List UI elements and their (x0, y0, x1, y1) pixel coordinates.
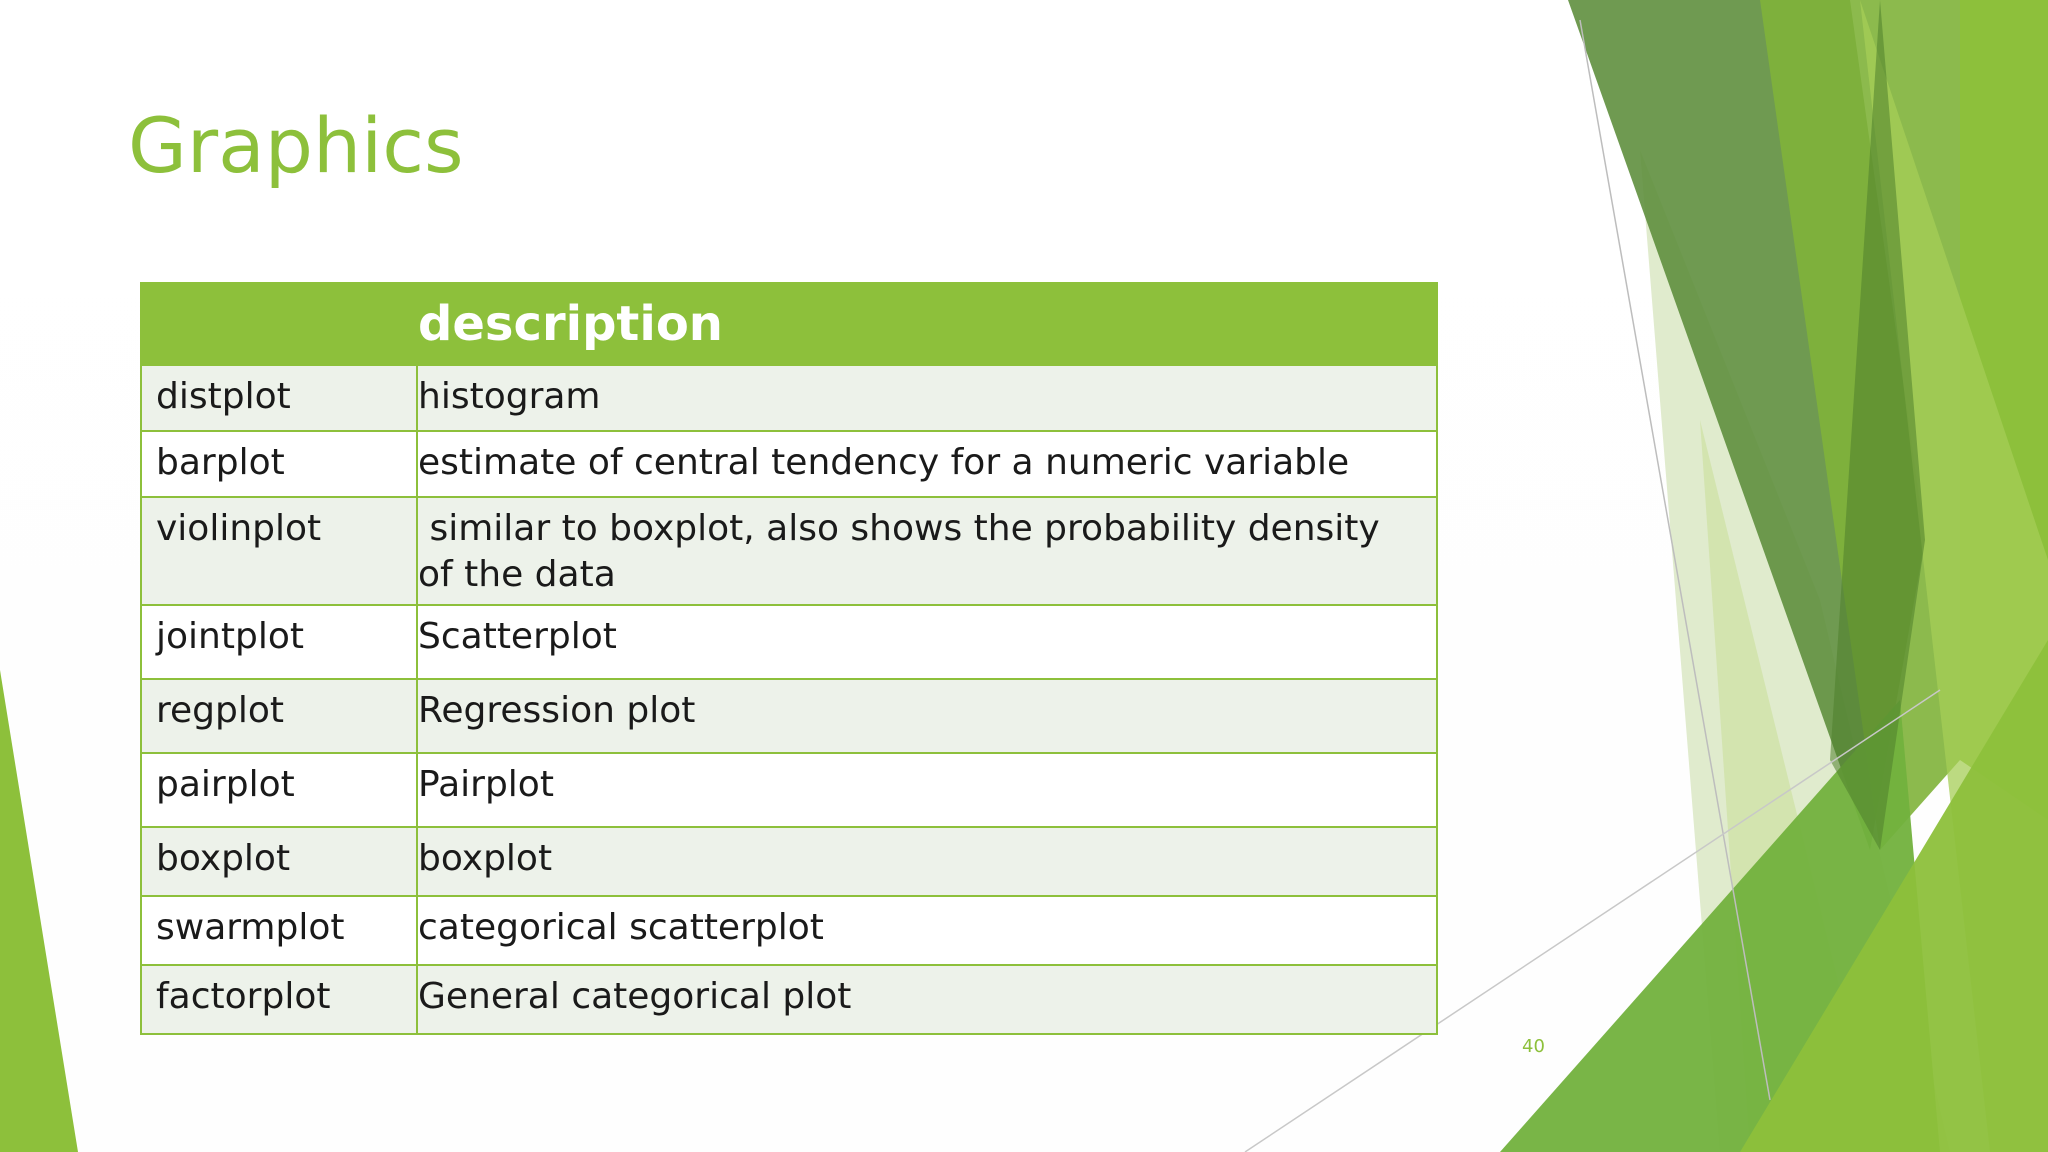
cell-plot-description: Pairplot (417, 753, 1437, 827)
header-cell-empty (141, 283, 417, 365)
cell-plot-description: General categorical plot (417, 965, 1437, 1034)
page-number: 40 (1522, 1036, 1545, 1057)
cell-plot-name: jointplot (141, 605, 417, 679)
table-row (141, 965, 1437, 1034)
table-row (141, 497, 1437, 605)
table-row (141, 431, 1437, 497)
cell-plot-description: similar to boxplot, also shows the probability density of the data (417, 497, 1437, 605)
cell-plot-description: Regression plot (417, 679, 1437, 753)
header-cell-description: description (417, 283, 1437, 365)
table-row (141, 827, 1437, 896)
cell-plot-description: Scatterplot (417, 605, 1437, 679)
table-row (141, 365, 1437, 431)
slide-title: Graphics (128, 101, 464, 190)
cell-plot-name: distplot (141, 365, 417, 431)
table-header-row (141, 283, 1437, 365)
cell-plot-name: barplot (141, 431, 417, 497)
cell-plot-name: pairplot (141, 753, 417, 827)
left-green-sliver (0, 670, 78, 1152)
cell-plot-name: boxplot (141, 827, 417, 896)
table-row (141, 679, 1437, 753)
cell-plot-name: factorplot (141, 965, 417, 1034)
graphics-table (140, 282, 1438, 1035)
cell-plot-name: violinplot (141, 497, 417, 605)
table-row (141, 896, 1437, 965)
cell-plot-description: categorical scatterplot (417, 896, 1437, 965)
cell-plot-description: histogram (417, 365, 1437, 431)
table-row (141, 753, 1437, 827)
cell-plot-name: regplot (141, 679, 417, 753)
cell-plot-name: swarmplot (141, 896, 417, 965)
table-row (141, 605, 1437, 679)
cell-plot-description: estimate of central tendency for a numeric variable (417, 431, 1437, 497)
cell-plot-description: boxplot (417, 827, 1437, 896)
